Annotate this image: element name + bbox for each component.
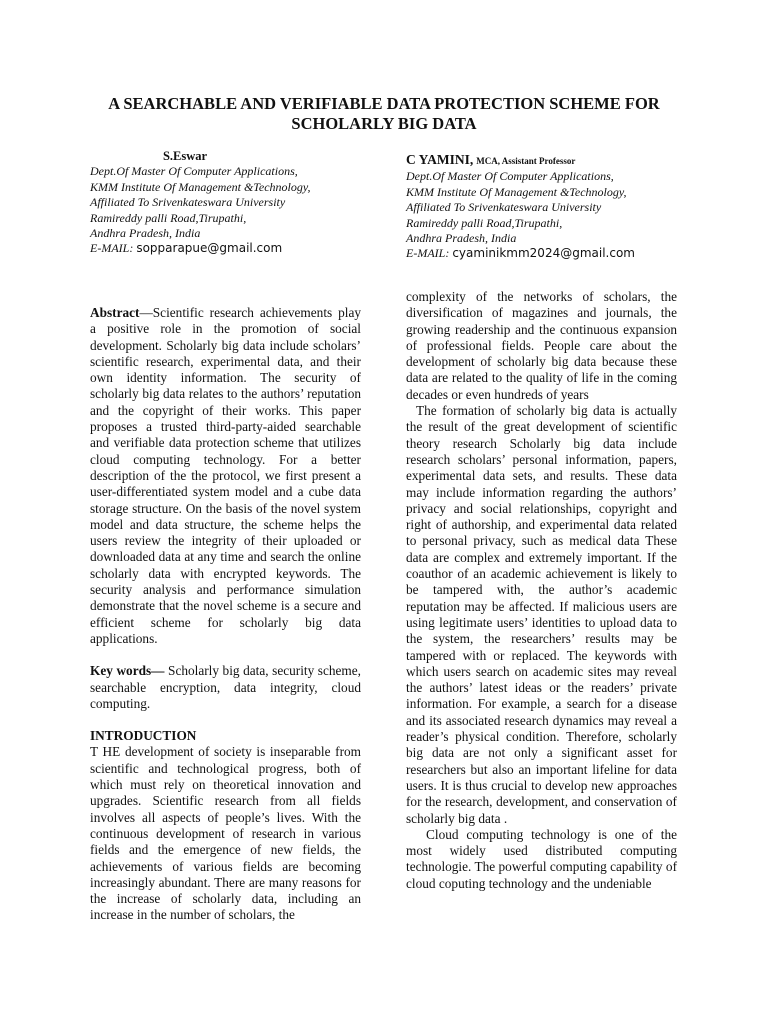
author-block-2: [406, 152, 706, 262]
abstract-paragraph: [90, 305, 361, 647]
introduction-heading: INTRODUCTION: [90, 728, 197, 744]
author-address: Ramireddy palli Road,Tirupathi,: [406, 215, 563, 230]
keywords-text: Scholarly big data, security scheme, searchable encryption, data integrity, cloud computing.: [90, 663, 361, 711]
author-name: C YAMINI,: [406, 152, 474, 167]
author-email[interactable]: cyaminikmm2024@gmail.com: [452, 246, 635, 261]
paper-title: A SEARCHABLE AND VERIFIABLE DATA PROTECTION SCHEME FOR SCHOLARLY BIG DATA: [108, 94, 660, 133]
keywords-paragraph: [90, 663, 361, 712]
author-state: Andhra Pradesh, India: [406, 231, 517, 246]
author-email-line: [90, 241, 380, 256]
author-email-line: [406, 246, 706, 261]
author-name: S.Eswar: [162, 149, 208, 163]
abstract-label: Abstract: [90, 305, 140, 320]
author-institute: KMM Institute Of Management &Technology,: [90, 179, 311, 194]
author-dept: Dept.Of Master Of Computer Applications,: [90, 164, 298, 179]
right-column: [406, 289, 677, 892]
author-state: Andhra Pradesh, India: [90, 226, 201, 241]
author-university: Affiliated To Srivenkateswara University: [406, 200, 602, 215]
author-email[interactable]: sopparapue@gmail.com: [136, 241, 283, 256]
author-institute: KMM Institute Of Management &Technology,: [406, 184, 627, 199]
author-name-line: [406, 152, 706, 169]
author-role: MCA, Assistant Professor: [476, 156, 576, 166]
left-column: [90, 305, 361, 924]
introduction-paragraph-1-part-2: complexity of the networks of scholars, the diversification of magazines and journals, the growing readership and the continuous expansion of professional fields. People care about the development of scholarly big data because these data are related to the quality of life in the coming decades or even hundreds of years: [406, 289, 677, 402]
email-label: E-MAIL:: [406, 246, 450, 261]
author-block-1: [90, 149, 380, 257]
introduction-paragraph-1-part-1: T HE development of society is inseparable from scientific and technological progress, both of which must rely on theoretical innovation and upgrades. Scientific research from all fields involves all aspects of people’s lives. With the continuous development of research in various fields and the emergence of new fields, the achievements of various fields are becoming increasingly abundant. There are many reasons for the increase of scholarly data, including an increase in the number of scholars, the: [90, 744, 361, 923]
abstract-text: —Scientific research achievements play a positive role in the promotion of social development. Scholarly big data include scholars’ scientific research, experimental data, and their own identity information. The security of scholarly big data relates to the authors’ reputation and the copyright of their works. This paper proposes a trusted third-party-aided searchable and verifiable data protection scheme that utilizes cloud computing technology. For a better description of the the protocol, we first present a user-differentiated system model and a cube data storage structure. On the basis of the novel system model and data structure, the scheme helps the users review the integrity of their uploaded or downloaded data at any time and search the online scholarly data with encrypted keywords. The security analysis and performance simulation demonstrate that the novel scheme is a secure and efficient scheme for scholarly big data applications.: [90, 305, 361, 646]
author-address: Ramireddy palli Road,Tirupathi,: [90, 210, 247, 225]
introduction-paragraph-2: The formation of scholarly big data is actually the result of the great development of scientific theory research Scholarly big data include research scholars’ personal information, papers, experimental data sets, and results. These data may include information regarding the authors’ privacy and social relationships, copyright and right of authorship, and experimental data related to personal privacy, such as medical data These data are complex and extremely important. If the coauthor of an academic achievement is likely to be tampered with, the author’s academic reputation may be affected. If malicious users are using legitimate users’ identities to upload data to the system, the researchers’ results may be tampered with or replaced. The keywords with which users search on academic sites may reveal the authors’ latest ideas or the readers’ private information. For example, a search for a disease and its associated research dynamics may reveal a reader’s physical condition. Therefore, scholarly big data are not only a significant asset for researchers but also an important lifeline for data users. It is thus crucial to develop new approaches for the research, development, and conservation of scholarly big data .: [406, 403, 677, 826]
email-label: E-MAIL:: [90, 241, 134, 256]
introduction-paragraph-3: Cloud computing technology is one of the most widely used distributed computing technologie. The powerful computing capability of cloud coputing technology and the undeniable: [406, 826, 677, 891]
author-dept: Dept.Of Master Of Computer Applications,: [406, 169, 614, 184]
keywords-label: Key words—: [90, 663, 165, 679]
author-university: Affiliated To Srivenkateswara University: [90, 195, 286, 210]
